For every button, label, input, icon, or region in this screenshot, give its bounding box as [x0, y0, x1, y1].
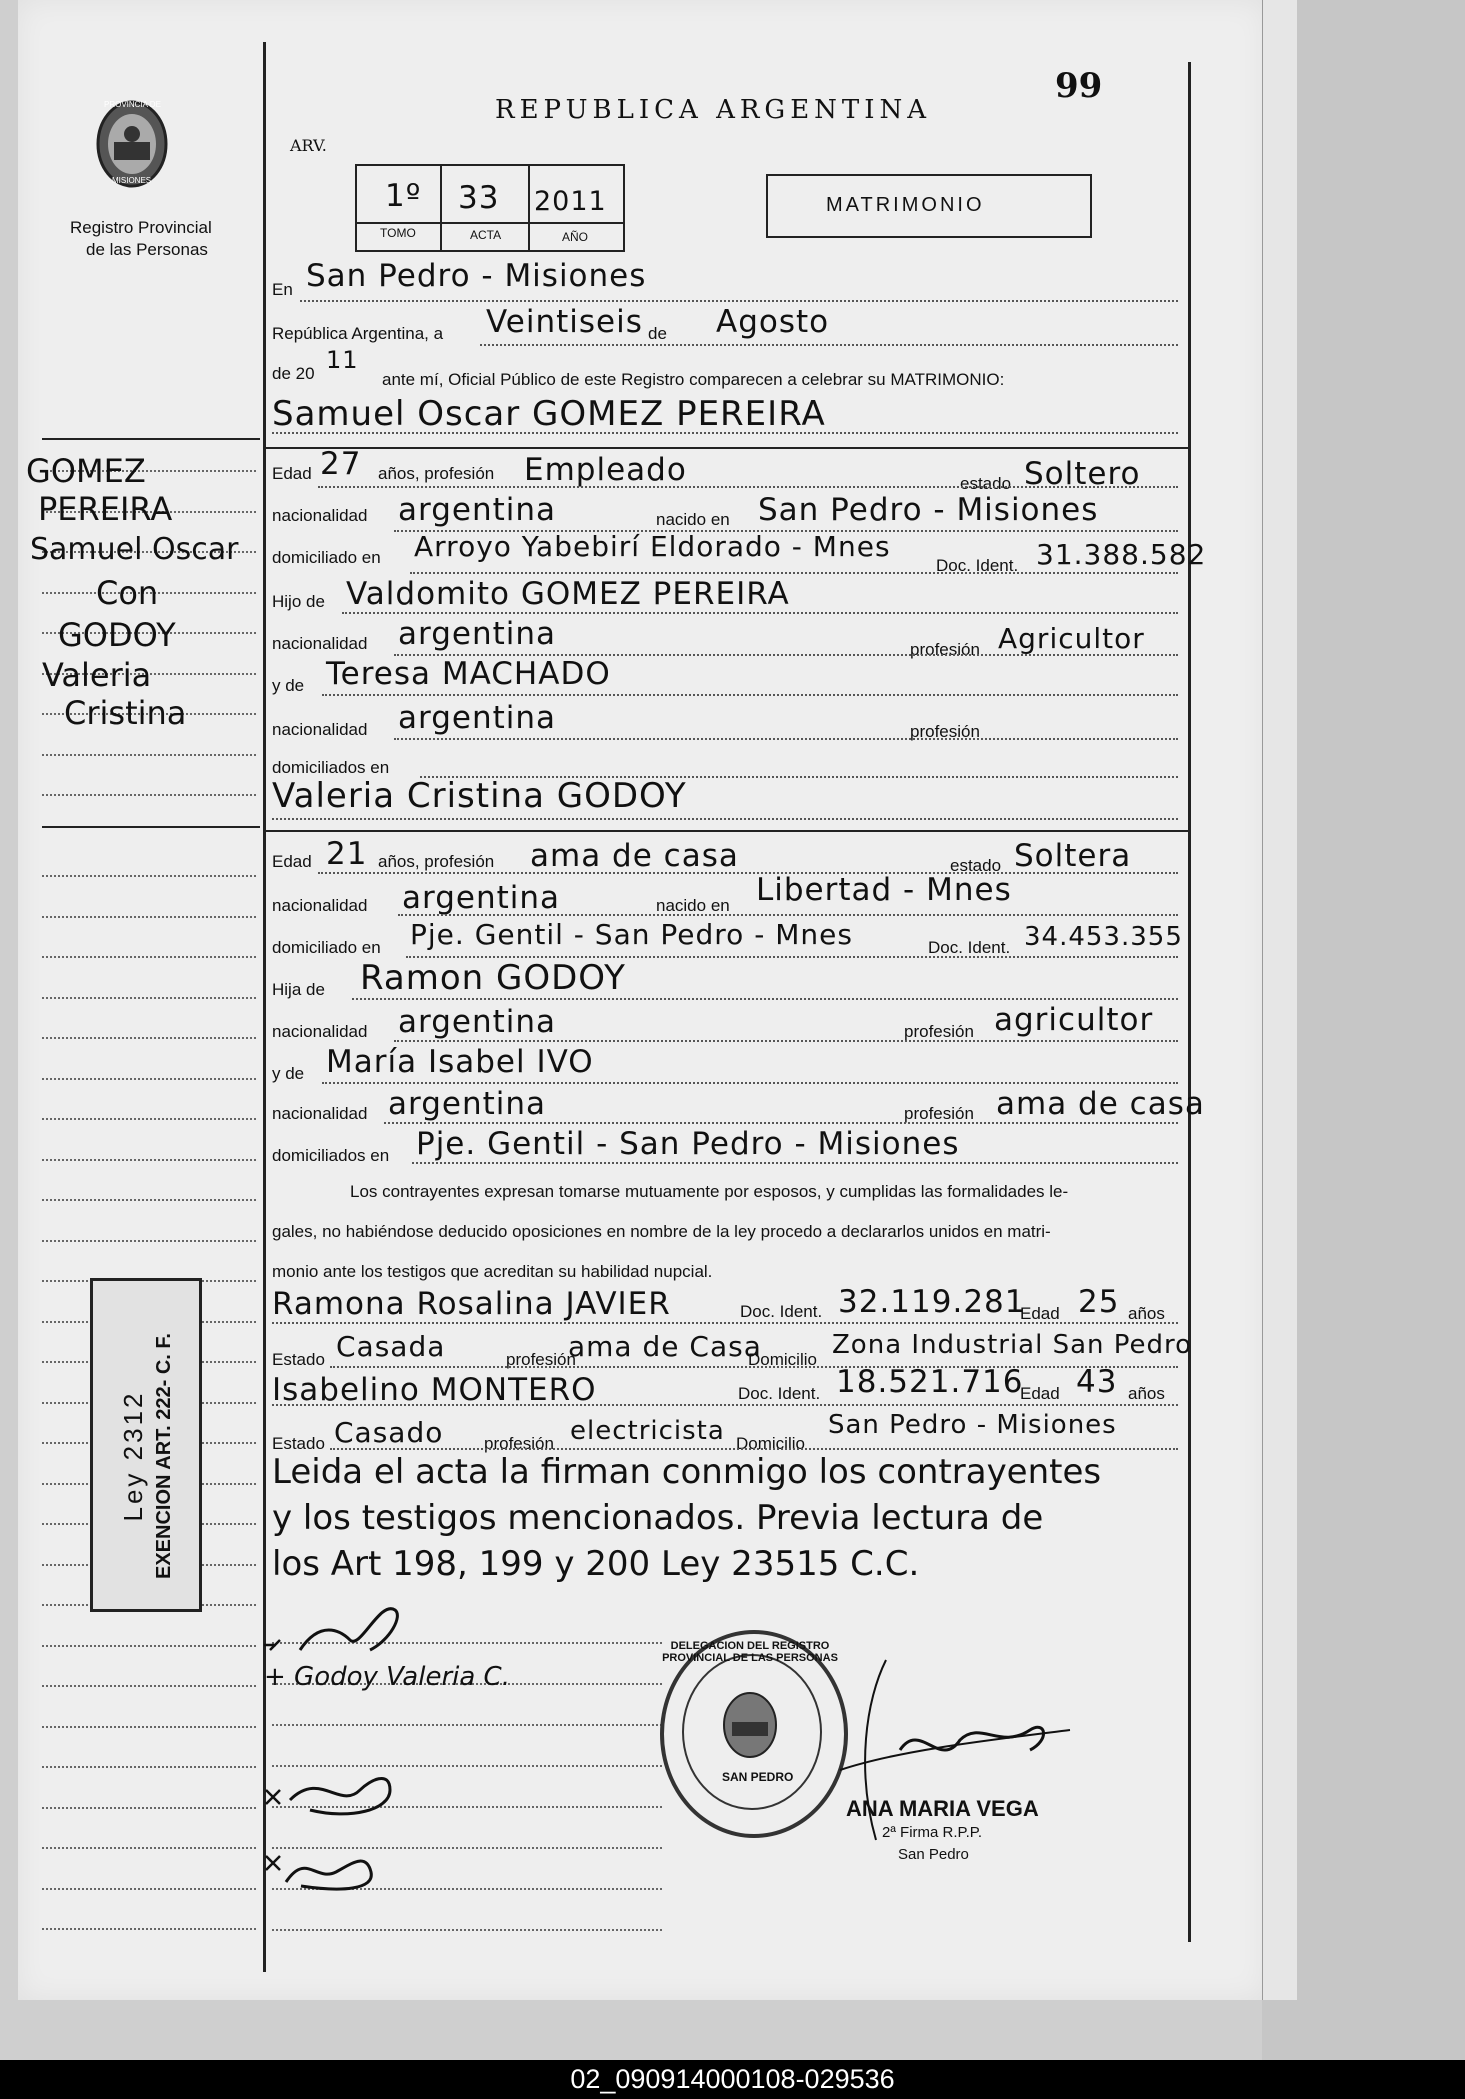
bride-edad-label: Edad: [272, 852, 312, 871]
groom-name: Samuel Oscar GOMEZ PEREIRA: [272, 394, 826, 434]
groom-mother-label: y de: [272, 676, 305, 695]
page-binding: [1262, 0, 1297, 2000]
margin-rule-line: [42, 1240, 256, 1242]
seal-bottom-text: MISIONES: [112, 176, 152, 185]
stamp-ring-text: DELEGACION DEL REGISTRO PROVINCIAL DE LAS PERSONAS: [662, 1640, 838, 1664]
bride-father-prof: agricultor: [994, 1002, 1154, 1038]
registry-name-line2: de las Personas: [86, 240, 208, 259]
margin-rule-line: [42, 1847, 256, 1849]
margin-name-1: GOMEZ: [26, 452, 146, 490]
margin-name-4: Con: [96, 574, 159, 612]
groom-father-prof: Agricultor: [998, 622, 1145, 655]
place-value: San Pedro - Misiones: [306, 258, 647, 294]
tomo-label: TOMO: [380, 226, 416, 240]
bride-father-label: Hija de: [272, 980, 325, 999]
margin-rule-line: [42, 1078, 256, 1080]
arv-label: ARV.: [290, 136, 327, 155]
scan-footer-code: 02_090914000108-029536: [0, 2060, 1465, 2099]
bride-mother-prof: ama de casa: [996, 1086, 1205, 1122]
margin-rule-line: [42, 956, 256, 958]
groom-mother-nac-label: nacionalidad: [272, 720, 368, 739]
bride-father: Ramon GODOY: [360, 958, 626, 998]
groom-domicilio: Arroyo Yabebirí Eldorado - Mnes: [414, 530, 891, 563]
witness1-edad: 25: [1078, 1284, 1120, 1320]
day-value: Veintiseis: [486, 304, 643, 340]
bride-estado-label: estado: [950, 856, 1002, 875]
margin-rule-line: [42, 1807, 256, 1809]
margin-rule-line: [42, 1726, 256, 1728]
bride-mother-nac-label: nacionalidad: [272, 1104, 368, 1123]
country-title: REPUBLICA ARGENTINA: [495, 95, 932, 125]
record-type: MATRIMONIO: [826, 194, 985, 216]
intro-statement: ante mí, Oficial Público de este Registro comparecen a celebrar su MATRIMONIO:: [382, 370, 1005, 389]
margin-name-7: Cristina: [64, 694, 187, 732]
witness1-prof-label: profesión: [506, 1350, 576, 1369]
ano-value: 2011: [534, 186, 607, 217]
bride-dom-label: domiciliado en: [272, 938, 381, 957]
groom-father: Valdomito GOMEZ PEREIRA: [346, 576, 790, 612]
bride-profesion: ama de casa: [530, 838, 739, 874]
groom-domiciliados-label: domiciliados en: [272, 758, 390, 777]
witness2-domicilio: San Pedro - Misiones: [828, 1410, 1117, 1440]
margin-rule-line: [42, 916, 256, 918]
page-number: 99: [1055, 66, 1103, 106]
signature-rule-line: [272, 1929, 662, 1931]
bride-mother-prof-label: profesión: [904, 1104, 974, 1123]
bride-father-nac-label: nacionalidad: [272, 1022, 368, 1041]
declaration-line-2: gales, no habiéndose deducido oposiciones en nombre de la ley procedo a declararlos unidos en matri-: [272, 1222, 1051, 1241]
margin-rule-line: [42, 997, 256, 999]
bride-nacido: Libertad - Mnes: [756, 872, 1012, 908]
bride-mother: María Isabel IVO: [326, 1044, 594, 1080]
witness2-dom-label: Domicilio: [736, 1434, 805, 1453]
witness2-doc: 18.521.716: [836, 1364, 1024, 1400]
margin-rule-line: [42, 1199, 256, 1201]
witness2-estado: Casado: [334, 1416, 444, 1449]
closing-line-1: Leida el acta la firman conmigo los contrayentes: [272, 1452, 1102, 1492]
witness1-estado-label: Estado: [272, 1350, 325, 1369]
margin-name-3: Samuel Oscar: [30, 532, 239, 567]
seal-top-text: PROVINCIA DE: [104, 100, 161, 109]
right-border: [1188, 62, 1191, 1942]
registry-name-line1: Registro Provincial: [70, 218, 212, 237]
bride-profesion-label: años, profesión: [378, 852, 495, 871]
bride-name: Valeria Cristina GODOY: [272, 776, 687, 816]
witness1-doc: 32.119.281: [838, 1284, 1026, 1320]
year-suffix: 11: [326, 346, 359, 374]
ano-label: AÑO: [562, 230, 589, 244]
groom-edad: 27: [320, 446, 362, 482]
officer-title: 2ª Firma R.P.P.: [882, 1824, 983, 1841]
groom-profesion-label: años, profesión: [378, 464, 495, 483]
groom-father-nac-label: nacionalidad: [272, 634, 368, 653]
witness1-anos-label: años: [1128, 1304, 1165, 1323]
bride-estado: Soltera: [1014, 838, 1132, 874]
groom-nac-label: nacionalidad: [272, 506, 368, 525]
witness2-profesion: electricista: [570, 1416, 725, 1446]
margin-name-6: Valeria: [42, 656, 152, 694]
stamp-center-text: SAN PEDRO: [722, 1770, 794, 1784]
groom-estado: Soltero: [1024, 456, 1141, 492]
groom-nacido-label: nacido en: [656, 510, 730, 529]
groom-doc-label: Doc. Ident.: [936, 556, 1019, 575]
tomo-value: 1º: [385, 178, 422, 214]
groom-nacido: San Pedro - Misiones: [758, 492, 1099, 528]
bride-domiciliados: Pje. Gentil - San Pedro - Misiones: [416, 1126, 960, 1162]
groom-edad-label: Edad: [272, 464, 312, 483]
republic-label: República Argentina, a: [272, 324, 444, 343]
bride-domiciliados-label: domiciliados en: [272, 1146, 390, 1165]
witness1-profesion: ama de Casa: [568, 1330, 762, 1363]
witness1-edad-label: Edad: [1020, 1304, 1060, 1323]
witness2-estado-label: Estado: [272, 1434, 325, 1453]
bride-doc-label: Doc. Ident.: [928, 938, 1011, 957]
margin-rule-line: [42, 794, 256, 796]
bride-signature: + Godoy Valeria C.: [264, 1662, 510, 1692]
margin-rule-line: [42, 1685, 256, 1687]
closing-line-2: y los testigos mencionados. Previa lectura de: [272, 1498, 1044, 1538]
margin-rule-line: [42, 1928, 256, 1930]
margin-rule-line: [42, 1159, 256, 1161]
margin-rule-line: [42, 1118, 256, 1120]
bride-doc: 34.453.355: [1024, 922, 1183, 952]
signature-rule-line: [272, 1724, 662, 1726]
declaration-line-3: monio ante los testigos que acreditan su habilidad nupcial.: [272, 1262, 713, 1281]
officer-place: San Pedro: [898, 1846, 969, 1863]
witness2-anos-label: años: [1128, 1384, 1165, 1403]
groom-nacionalidad: argentina: [398, 492, 557, 528]
witness2-doc-label: Doc. Ident.: [738, 1384, 821, 1403]
bride-domicilio: Pje. Gentil - San Pedro - Mnes: [410, 918, 853, 951]
declaration-line-1: Los contrayentes expresan tomarse mutuamente por esposos, y cumplidas las formalidades le-: [350, 1182, 1069, 1201]
stamp-line-1: Ley 2312: [118, 1390, 148, 1522]
groom-mother-prof-label: profesión: [910, 722, 980, 741]
margin-rule-line: [42, 754, 256, 756]
exemption-stamp: [90, 1278, 202, 1612]
margin-name-2: PEREIRA: [38, 490, 173, 528]
bride-father-nac: argentina: [398, 1004, 557, 1040]
stamp-line-2: EXENCION ART. 222- C. F.: [153, 1333, 175, 1579]
stamp-emblem-icon: [718, 1690, 782, 1760]
witness2-name: Isabelino MONTERO: [272, 1372, 597, 1408]
officer-name: ANA MARIA VEGA: [846, 1796, 1039, 1821]
year-prefix: de 20: [272, 364, 315, 383]
witness2-signature-icon: [260, 1842, 420, 1912]
margin-rule-line: [42, 1037, 256, 1039]
witness2-prof-label: profesión: [484, 1434, 554, 1453]
margin-rule-line: [42, 1645, 256, 1647]
de-label: de: [648, 324, 667, 343]
closing-line-3: los Art 198, 199 y 200 Ley 23515 C.C.: [272, 1544, 920, 1584]
groom-estado-label: estado: [960, 474, 1012, 493]
bride-mother-nac: argentina: [388, 1086, 547, 1122]
margin-rule-line: [42, 875, 256, 877]
witness1-estado: Casada: [336, 1330, 446, 1363]
margin-rule-line: [42, 1888, 256, 1890]
margin-name-5: GODOY: [58, 616, 176, 654]
groom-father-label: Hijo de: [272, 592, 325, 611]
groom-mother: Teresa MACHADO: [326, 656, 611, 692]
witness1-domicilio: Zona Industrial San Pedro: [832, 1330, 1193, 1360]
witness1-doc-label: Doc. Ident.: [740, 1302, 823, 1321]
groom-signature-icon: [260, 1590, 440, 1670]
groom-profesion: Empleado: [524, 452, 687, 488]
groom-mother-nac: argentina: [398, 700, 557, 736]
bride-nacido-label: nacido en: [656, 896, 730, 915]
bride-mother-label: y de: [272, 1064, 305, 1083]
bride-nac-label: nacionalidad: [272, 896, 368, 915]
groom-doc: 31.388.582: [1036, 538, 1207, 571]
groom-father-prof-label: profesión: [910, 640, 980, 659]
acta-value: 33: [458, 180, 500, 216]
groom-father-nac: argentina: [398, 616, 557, 652]
en-label: En: [272, 280, 293, 299]
bride-edad: 21: [326, 836, 368, 872]
bride-nacionalidad: argentina: [402, 880, 561, 916]
margin-rule-line: [42, 1766, 256, 1768]
witness1-dom-label: Domicilio: [748, 1350, 817, 1369]
witness2-edad: 43: [1076, 1364, 1118, 1400]
witness2-edad-label: Edad: [1020, 1384, 1060, 1403]
acta-label: ACTA: [470, 228, 502, 242]
month-value: Agosto: [716, 304, 830, 340]
witness1-signature-icon: [260, 1760, 440, 1840]
witness1-name: Ramona Rosalina JAVIER: [272, 1286, 671, 1322]
bride-father-prof-label: profesión: [904, 1022, 974, 1041]
groom-dom-label: domiciliado en: [272, 548, 381, 567]
